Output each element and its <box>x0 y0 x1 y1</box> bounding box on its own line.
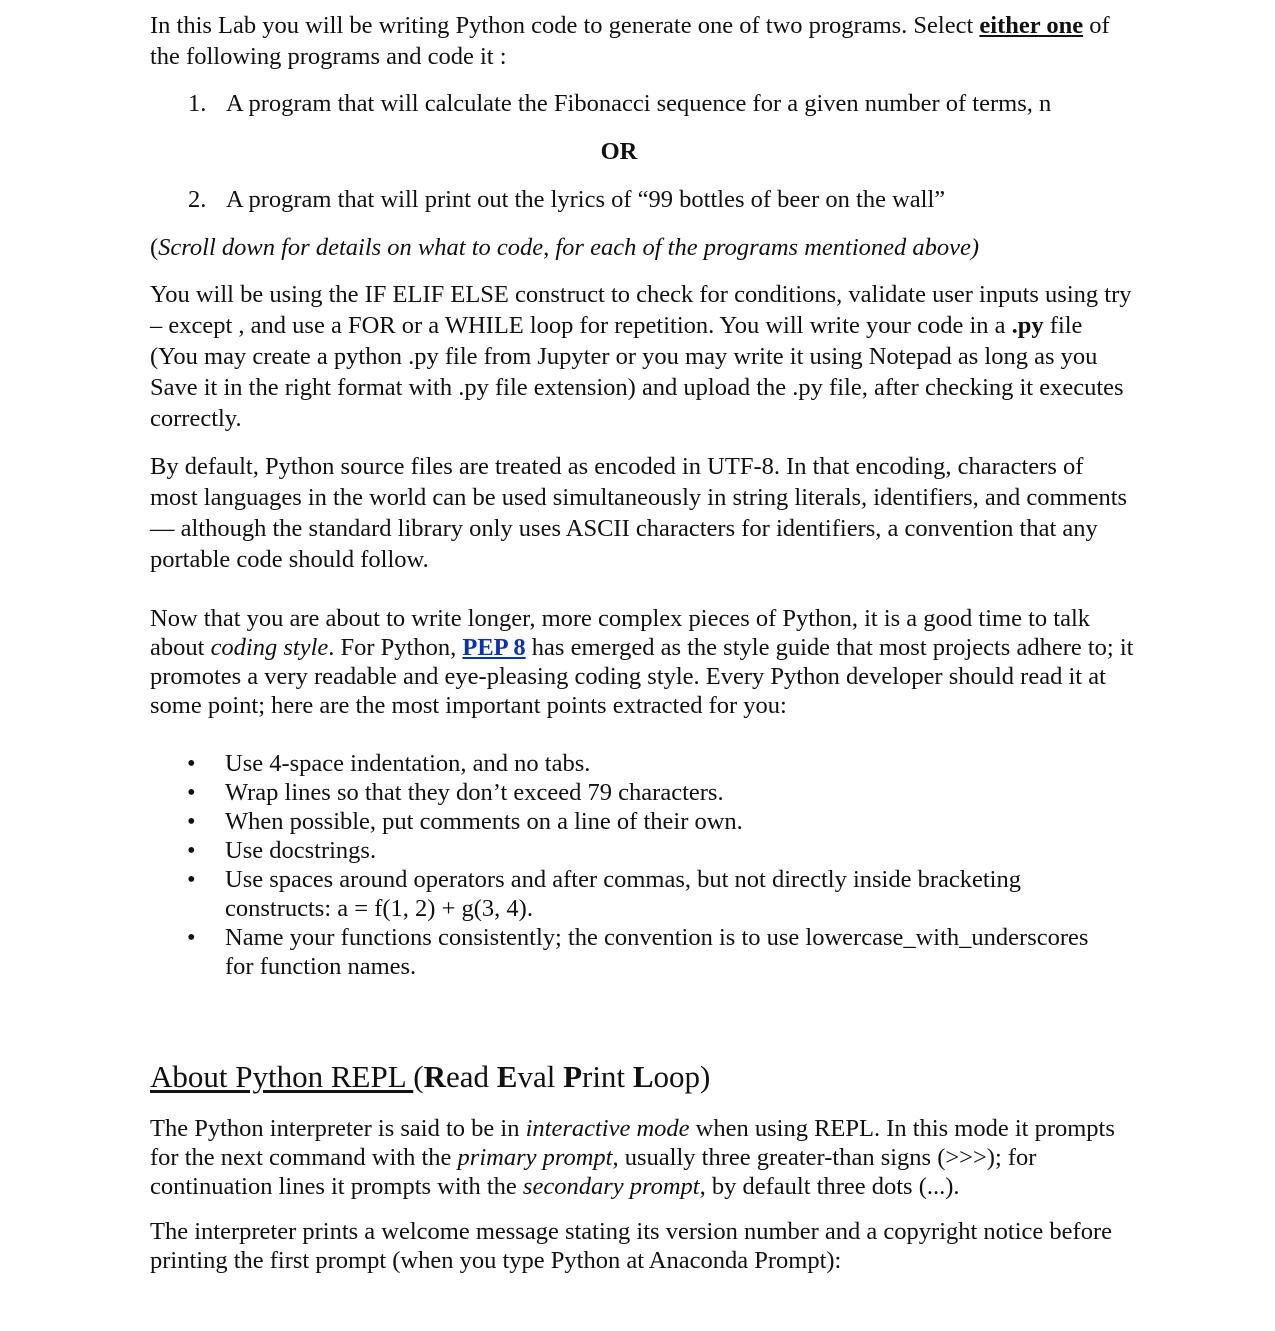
list-item: • Wrap lines so that they don’t exceed 79 characters. <box>187 779 724 806</box>
bullet-icon: • <box>187 808 196 835</box>
pep8-link[interactable]: PEP 8 <box>462 634 526 661</box>
list-item: • Use spaces around operators and after commas, but not directly inside bracketing constructs: a = f(1, 2) + g(3, 4). <box>187 866 1021 922</box>
repl-heading: About Python REPL (Read Eval Print Loop) <box>150 1059 711 1094</box>
instructions-paragraph: You will be using the IF ELIF ELSE construct to check for conditions, validate user inputs using try – except , and use a FOR or a WHILE loop for repetition. You will write your code in a .py file (You may create a python .py file from Jupyter or you may write it using Notepad as long as you Save it in the right format with .py file extension) and upload the .py file, after checking it executes correctly. <box>150 281 1132 432</box>
style-bullet-list <box>150 749 1135 981</box>
intro-paragraph: In this Lab you will be writing Python code to generate one of two programs. Select either one of the following programs and code it : <box>150 12 1110 70</box>
or-separator: OR <box>600 138 638 165</box>
bullet-icon: • <box>187 924 196 951</box>
bullet-icon: • <box>187 750 196 777</box>
list-item: • Name your functions consistently; the convention is to use lowercase_with_underscores for function names. <box>187 924 1089 980</box>
scroll-note: (Scroll down for details on what to code, for each of the programs mentioned above) <box>150 234 980 261</box>
utf8-paragraph: By default, Python source files are treated as encoded in UTF-8. In that encoding, characters of most languages in the world can be used simultaneously in string literals, identifiers, and comments — although the standard library only uses ASCII characters for identifiers, a convention that any portable code should follow. <box>150 453 1128 573</box>
bullet-icon: • <box>187 866 196 893</box>
bullet-icon: • <box>187 779 196 806</box>
list-item: • Use docstrings. <box>187 837 377 864</box>
either-one-emphasis: either one <box>979 12 1084 39</box>
option-item-fibonacci: 1. A program that will calculate the Fibonacci sequence for a given number of terms, n <box>188 90 1052 117</box>
list-item: • When possible, put comments on a line of their own. <box>187 808 743 835</box>
repl-interactive-paragraph: The Python interpreter is said to be in interactive mode when using REPL. In this mode it prompts for the next command with the primary prompt, usually three greater-than signs (>>>); for continuation lines it prompts with the secondary prompt, by default three dots (...). <box>150 1115 1115 1200</box>
list-item: • Use 4-space indentation, and no tabs. <box>187 750 591 777</box>
bullet-icon: • <box>187 837 196 864</box>
repl-welcome-paragraph: The interpreter prints a welcome message stating its version number and a copyright notice before printing the first prompt (when you type Python at Anaconda Prompt): <box>150 1218 1112 1274</box>
option-item-bottles: 2. A program that will print out the lyrics of “99 bottles of beer on the wall” <box>188 186 946 213</box>
coding-style-paragraph: Now that you are about to write longer, more complex pieces of Python, it is a good time to talk about coding style. For Python, PEP 8 has emerged as the style guide that most projects adhere to; it promotes a very readable and eye-pleasing coding style. Every Python developer should read it at some point; here are the most important points extracted for you: <box>150 605 1134 719</box>
